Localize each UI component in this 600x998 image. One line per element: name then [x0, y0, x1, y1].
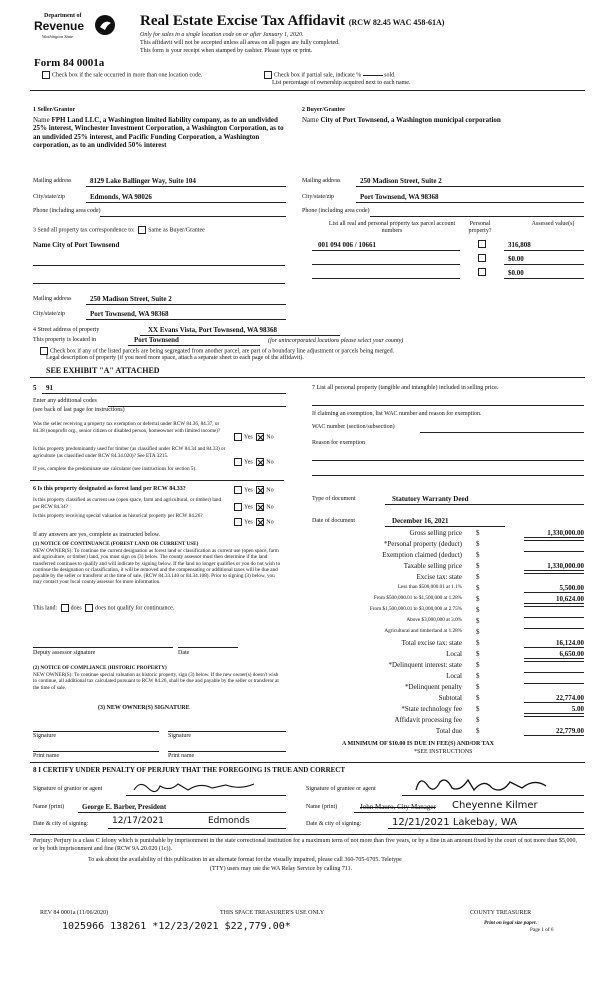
reason-label: Reason for exemption	[312, 440, 365, 446]
s6q2-yes-checkbox[interactable]	[234, 503, 242, 511]
buyer-heading: 2 Buyer/Grantee	[302, 107, 345, 113]
deputy-date-label: Date	[178, 650, 190, 656]
buyer-city: Port Townsend, WA 98368	[360, 193, 439, 201]
dept-line3: Washington State	[42, 34, 74, 39]
list-pct-note: List percentage of ownership acquired next to each name.	[272, 80, 411, 86]
fee-row	[312, 606, 584, 616]
fee-row	[312, 573, 584, 583]
divider	[30, 90, 585, 91]
fee-value: 1,330,000.00	[524, 562, 584, 571]
section6-q1-answer: Yes No	[232, 486, 274, 494]
partial-sale-checkbox[interactable]	[264, 71, 272, 79]
same-as-buyer-checkbox[interactable]	[138, 226, 146, 234]
section6-q1: 6 Is this property designated as forest land per RCW 84.33?	[33, 486, 186, 492]
fee-dollar: $	[476, 529, 480, 537]
buyer-phone-label: Phone (including area code)	[302, 208, 370, 214]
fee-label: Gross selling price	[409, 529, 462, 537]
grantee-sig-label: Signature of grantee or agent	[306, 786, 376, 792]
grantee-name-label: Name (print)	[306, 804, 338, 810]
notice1-body: NEW OWNER(S): To continue the current designation as forest land or classification as current use (open space, farm and agriculture, or timber) land, you must sign on (3) below. The county assessor must then determine if the land transferred continues to qualify and will indicate by signing below. If the land no longer qualifies or you do not wish to continue the designation or classification, it will be removed and the compensating or additional taxes will be due and payable by the seller or transferor at the time of sale. (RCW 84.33.140 or 84.34.108). Prior to signing (3) below, you may contact your local county assessor for more information.	[33, 548, 281, 586]
fee-dollar: $	[476, 562, 480, 570]
multi-location-checkbox[interactable]	[42, 71, 50, 79]
section5-q2: Is this property predominantly used for timber (as classified under RCW 84.34 and 84.33) or agriculture (as classified under RCW 84.34.020)? See ETA 3215.	[33, 446, 226, 459]
q2-no-checkbox[interactable]	[256, 458, 264, 466]
deputy-sig-label: Deputy assessor signature	[33, 650, 96, 656]
dept-line2: Revenue	[34, 19, 85, 33]
section3-heading: 3 Send all property tax correspondence to: Same as Buyer/Grantee	[33, 227, 205, 234]
fee-dollar: $	[476, 716, 480, 724]
doc-date: December 16, 2021	[392, 517, 449, 525]
fee-dollar: $	[476, 683, 480, 691]
fee-label: Exemption claimed (deduct)	[382, 551, 462, 559]
exemption-note: If claiming an exemption, list WAC number and reason for exemption.	[312, 411, 482, 417]
assessed-value-1: 316,808	[508, 241, 531, 249]
form-number: Form 84 0001a	[34, 57, 105, 69]
section5-q1-answer: Yes No	[232, 433, 274, 441]
any-yes-note: If any answers are yes, complete as instructed below.	[33, 532, 161, 538]
fee-label: Taxable selling price	[403, 562, 462, 570]
personal-header: Personal property?	[468, 221, 492, 234]
new-owner-sig-title: (3) NEW OWNER(S) SIGNATURE	[98, 705, 190, 711]
seller-city: Edmonds, WA 98026	[90, 193, 152, 201]
fee-value: 22,779.00	[524, 727, 584, 736]
grantee-name: Cheyenne Kilmer	[452, 800, 538, 811]
dor-logo	[32, 13, 122, 51]
section6-q2-answer: Yes No	[232, 503, 274, 511]
fee-dollar: $	[476, 694, 480, 702]
fee-row	[312, 650, 584, 660]
does-not-checkbox[interactable]	[85, 604, 93, 612]
fee-label: From $500,000.01 to $1,500,000 at 1.28%	[373, 595, 462, 601]
notice1-title: (1) NOTICE OF CONTINUANCE (FOREST LAND OR CURRENT USE)	[33, 541, 199, 547]
fee-value: 16,124.00	[524, 639, 584, 648]
fee-dollar: $	[476, 672, 480, 680]
fee-label: Local	[446, 650, 462, 658]
located-label: This property is located in	[33, 337, 96, 343]
fee-value	[524, 540, 584, 541]
grantor-sig-label: Signature of grantor or agent	[33, 786, 103, 792]
fee-value	[524, 716, 584, 717]
seller-mailing-label: Mailing address	[33, 178, 72, 184]
grantee-date-city: 12/21/2021 Lakebay, WA	[392, 817, 518, 828]
seller-name: Name FPH Land LLC, a Washington limited liability company, as to an undivided 25% interest, Winchester Investment Corporation, a Washington Corporation, as to an undivided 25% interest, and Pacific Funding Corporation, a Washington corporation, as to an undivided 50% interest	[33, 116, 284, 150]
fee-label: Total excise tax: state	[401, 639, 462, 647]
seller-city-label: City/state/zip	[33, 194, 65, 200]
tax-mailing-label: Mailing address	[33, 296, 72, 302]
segregated-checkbox[interactable]	[40, 347, 48, 355]
fee-label: *Delinquent penalty	[405, 683, 462, 691]
fee-row	[312, 683, 584, 693]
s6q1-yes-checkbox[interactable]	[234, 486, 242, 494]
fee-dollar: $	[476, 573, 480, 581]
fee-row	[312, 672, 584, 682]
located-in: Port Townsend	[134, 336, 179, 344]
fee-label: Excise tax: state	[416, 573, 462, 581]
seller-mailing: 8129 Lake Ballinger Way, Suite 104	[90, 177, 196, 185]
tax-city-label: City/state/zip	[33, 311, 65, 317]
grantor-signature	[130, 778, 270, 796]
fee-label: Affidavit processing fee	[394, 716, 462, 724]
fee-label: *State technology fee	[401, 705, 462, 713]
treasurer-use: THIS SPACE TREASURER'S USE ONLY	[220, 910, 325, 916]
continuance-row: This land: does does not qualify for continuance.	[33, 605, 175, 612]
multi-location-row: Check box if the sale occurred in more than one location code.	[40, 71, 202, 79]
dept-line1: Department of	[44, 13, 82, 19]
fee-value: 1,330,000.00	[524, 529, 584, 538]
note2: This affidavit will not be accepted unless all areas on all pages are fully completed.	[140, 40, 340, 46]
sig-label-2: Signature	[168, 733, 191, 739]
fee-dollar: $	[476, 584, 480, 592]
personal-checkbox-1[interactable]	[476, 240, 488, 248]
buyer-mailing-label: Mailing address	[302, 178, 341, 184]
divider	[30, 762, 585, 763]
fee-dollar: $	[476, 727, 480, 735]
perjury-note: Perjury: Perjury is a class C felony which is punishable by imprisonment in the state correctional institution for a maximum term of not more than five years, or by a fine in an amount fixed by the court of not more than $5,000, or by both imprisonment and fine (RCW 9A.20.020 (1c)).	[33, 838, 578, 852]
street-label: 4 Street address of property	[33, 327, 100, 333]
availability-2: (TTY) users may use the WA Relay Service by calling 711.	[210, 866, 353, 872]
note1: Only for sales in a single location code on or after January 1, 2020.	[140, 32, 304, 38]
buyer-city-label: City/state/zip	[302, 194, 334, 200]
section5-q2-answer: Yes No	[232, 458, 274, 466]
availability-1: To ask about the availability of this publication in an alternate format for the visually impaired, please call 360-705-6705. Teletype	[88, 857, 402, 863]
segregated-row: Check box if any of the listed parcels are being segregated from another parcel, are part of a boundary line adjustment or parcels being merged.	[38, 347, 394, 355]
fee-dollar: $	[476, 650, 480, 658]
fee-dollar: $	[476, 661, 480, 669]
tax-corr-name: Name City of Port Townsend	[33, 241, 120, 249]
fee-row	[312, 617, 584, 627]
fee-label: Subtotal	[438, 694, 462, 702]
note3: This form is your receipt when stamped by cashier. Please type or print.	[140, 48, 313, 54]
print-label-2: Print name	[168, 753, 195, 759]
fee-label: Above $3,000,000 at 3.0%	[406, 617, 462, 623]
fee-row	[312, 716, 584, 726]
fee-value: 5.00	[524, 705, 584, 714]
fee-dollar: $	[476, 551, 480, 559]
doc-date-label: Date of document	[312, 518, 355, 524]
section8-heading: 8 I CERTIFY UNDER PENALTY OF PERJURY THAT THE FOREGOING IS TRUE AND CORRECT	[33, 766, 346, 774]
section5-note: If yes, complete the predominate use calculator (see instructions for section 5).	[33, 466, 197, 472]
fee-label: Less than $500,000.01 at 1.1%	[397, 584, 462, 590]
grantee-name-struck: John Mauro, City Manager	[360, 803, 436, 811]
fee-value	[524, 661, 584, 662]
buyer-mailing: 250 Madison Street, Suite 2	[360, 177, 442, 185]
assessed-value-3: $0.00	[508, 269, 524, 277]
minimum-note: A MINIMUM OF $10.00 IS DUE IN FEE(S) AND/OR TAX	[342, 741, 494, 747]
fee-row	[312, 639, 584, 649]
doc-type: Statutory Warranty Deed	[392, 495, 469, 503]
print-label-1: Print name	[33, 753, 60, 759]
seller-phone-label: Phone (including area code)	[33, 208, 101, 214]
fee-label: Total due	[435, 727, 462, 735]
seller-heading: 1 Seller/Grantor	[33, 107, 76, 113]
section5-q1: Was the seller receiving a property tax exemption or deferral under RCW 84.36, 84.37, or 84.38 (nonprofit org., senior citizen or disabled person, homeowner with limited income)?	[33, 421, 221, 434]
notice2-body: NEW OWNER(S): To continue special valuation as historic property, sign (3) below. If the new owner(s) doesn't wish to continue, all additional tax calculated pursuant to RCW 84.26, shall be due and payable by the seller or transferor at the time of sale.	[33, 672, 279, 691]
divider	[30, 377, 585, 378]
grantor-name-label: Name (print)	[33, 804, 65, 810]
notice2-title: (2) NOTICE OF COMPLIANCE (HISTORIC PROPERTY)	[33, 665, 167, 671]
tax-city: Port Townsend, WA 98368	[90, 310, 169, 318]
page-number: Page 1 of 6	[530, 927, 554, 933]
fee-value	[524, 573, 584, 574]
fee-value: 22,774.00	[524, 694, 584, 703]
fee-label: *Delinquent interest: state	[388, 661, 462, 669]
fee-dollar: $	[476, 628, 480, 636]
q1-yes-checkbox[interactable]	[234, 433, 242, 441]
section6-q3-answer: Yes No	[232, 518, 274, 526]
s6q3-no-checkbox[interactable]	[256, 518, 264, 526]
fee-label: Local	[446, 672, 462, 680]
partial-pct-field[interactable]	[363, 75, 383, 76]
grantor-date: 12/17/2021	[112, 816, 164, 826]
fee-value: 6,650.00	[524, 650, 584, 659]
q2-yes-checkbox[interactable]	[234, 458, 242, 466]
fee-row	[312, 705, 584, 715]
fee-dollar: $	[476, 639, 480, 647]
fee-value	[524, 551, 584, 552]
fee-value	[524, 683, 584, 684]
fee-row	[312, 540, 584, 550]
fee-row	[312, 562, 584, 572]
unincorporated-note: (for unincorporated locations please select your county)	[268, 338, 404, 344]
fee-dollar: $	[476, 606, 480, 614]
assessed-header: Assessed value(s)	[531, 221, 575, 227]
fee-label: From $1,500,000.01 to $3,000,000 at 2.75%	[369, 606, 462, 612]
fee-value: 5,500.00	[524, 584, 584, 593]
personal-checkbox-3[interactable]	[476, 268, 488, 276]
exhibit-note: SEE EXHIBIT "A" ATTACHED	[46, 366, 160, 375]
fee-value: 10,624.00	[524, 595, 584, 604]
fee-dollar: $	[476, 595, 480, 603]
dor-emblem-icon	[94, 14, 116, 36]
fee-row	[312, 694, 584, 704]
fee-label: Agricultural and timberland at 1.28%	[384, 628, 462, 634]
fee-row	[312, 595, 584, 605]
s6q2-no-checkbox[interactable]	[256, 503, 264, 511]
grantor-city: Edmonds	[208, 816, 250, 826]
receipt-stamp: 1025966 138261 *12/23/2021 $22,779.00*	[62, 921, 291, 932]
fee-dollar: $	[476, 617, 480, 625]
grantor-name: George E. Barber, President	[82, 803, 167, 811]
fee-dollar: $	[476, 540, 480, 548]
form-title: Real Estate Excise Tax Affidavit (RCW 82.45 WAC 458-61A)	[140, 13, 445, 29]
fee-value	[524, 672, 584, 673]
fee-value	[524, 606, 584, 607]
grantor-date-label: Date & city of signing:	[33, 821, 89, 827]
fee-row	[312, 727, 584, 737]
section6-q2: Is this property classified as current use (open space, farm and agricultural, or timber) land per RCW 84.34?	[33, 497, 222, 510]
county-treasurer: COUNTY TREASURER	[470, 910, 532, 916]
property-street: XX Evans Vista, Port Townsend, WA 98368	[148, 326, 278, 334]
fee-row	[312, 584, 584, 594]
fee-row	[312, 661, 584, 671]
see-instructions: *SEE INSTRUCTIONS	[414, 749, 473, 755]
section7-heading: 7 List all personal property (tangible and intangible) included in selling price.	[312, 385, 499, 391]
codes-label: Enter any additional codes	[33, 398, 97, 404]
fee-value	[524, 617, 584, 618]
grantee-date-label: Date & city of signing:	[306, 821, 362, 827]
fee-row	[312, 551, 584, 561]
sig-label-1: Signature	[33, 733, 56, 739]
fee-label: *Personal property (deduct)	[383, 540, 462, 548]
section5-num: 5	[33, 384, 37, 392]
divider	[30, 834, 585, 835]
personal-checkbox-2[interactable]	[476, 254, 488, 262]
s6q1-no-checkbox[interactable]	[256, 486, 264, 494]
fee-dollar: $	[476, 705, 480, 713]
fee-value	[524, 628, 584, 629]
partial-sale-row: Check box if partial sale, indicate % sold.	[262, 71, 396, 79]
fee-row	[312, 628, 584, 638]
legal-paper-note: Print on legal size paper.	[484, 920, 537, 926]
buyer-name: Name City of Port Townsend, a Washington municipal corporation	[302, 116, 501, 124]
legal-desc-label: Legal description of property (if you need more space, attach a separate sheet to each page of the affidavit).	[46, 355, 304, 361]
parcels-header: List all real and personal property tax parcel account numbers	[328, 221, 456, 234]
wac-label: WAC number (section/subsection)	[312, 424, 395, 430]
section6-q3: Is this property receiving special valuation as historical property per RCW 84.26?	[33, 513, 203, 519]
q1-no-checkbox[interactable]	[256, 433, 264, 441]
rev-number: REV 84 0001a (11/06/2020)	[40, 910, 109, 916]
fee-row	[312, 529, 584, 539]
divider	[30, 480, 284, 481]
codes-note: (see back of last page for instructions)	[33, 407, 125, 413]
section5-code: 91	[46, 384, 53, 392]
does-checkbox[interactable]	[61, 604, 69, 612]
parcel-number: 001 094 006 / 10661	[318, 241, 376, 249]
assessed-value-2: $0.00	[508, 255, 524, 263]
s6q3-yes-checkbox[interactable]	[234, 518, 242, 526]
tax-mailing: 250 Madison Street, Suite 2	[90, 295, 172, 303]
doc-type-label: Type of document	[312, 496, 356, 502]
